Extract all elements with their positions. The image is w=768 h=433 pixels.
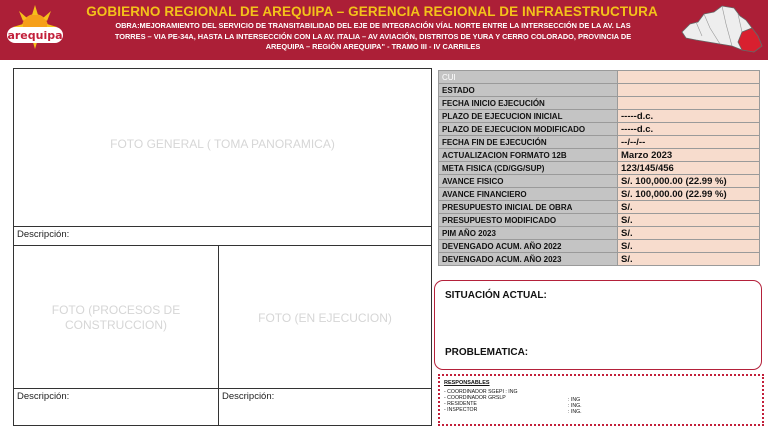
header-subtitle	[88, 21, 658, 53]
info-value: -----d.c.	[618, 110, 760, 123]
info-row	[439, 110, 760, 123]
info-key: META FISICA (CD/GG/SUP)	[439, 162, 618, 175]
info-row	[439, 123, 760, 136]
desc-general-box	[13, 226, 432, 246]
info-row	[439, 97, 760, 110]
info-value: S/.	[618, 201, 760, 214]
photo-procesos-line-1: FOTO (PROCESOS DE	[51, 303, 181, 317]
header-title: GOBIERNO REGIONAL DE AREQUIPA – GERENCIA REGIONAL DE INFRAESTRUCTURA	[86, 4, 658, 19]
info-row	[439, 175, 760, 188]
photo-ejecucion-label: FOTO (EN EJECUCION)	[258, 311, 392, 325]
info-key: ESTADO	[439, 84, 618, 97]
info-key: AVANCE FISICO	[439, 175, 618, 188]
photo-procesos-line-2: CONSTRUCCION)	[65, 318, 167, 332]
info-row	[439, 71, 760, 84]
responsables-title: RESPONSABLES	[444, 380, 490, 386]
info-key: FECHA INICIO EJECUCIÓN	[439, 97, 618, 110]
info-row	[439, 188, 760, 201]
situacion-box	[434, 280, 762, 370]
info-value: S/.	[618, 253, 760, 266]
arequipa-logo	[4, 3, 66, 57]
project-info-table	[438, 70, 760, 266]
info-key: PLAZO DE EJECUCION MODIFICADO	[439, 123, 618, 136]
info-row	[439, 227, 760, 240]
info-value	[618, 97, 760, 110]
desc-general-label: Descripción:	[17, 229, 70, 240]
info-row	[439, 84, 760, 97]
info-key: PRESUPUESTO INICIAL DE OBRA	[439, 201, 618, 214]
info-value	[618, 71, 760, 84]
info-key: CUI	[439, 71, 618, 84]
info-key: PRESUPUESTO MODIFICADO	[439, 214, 618, 227]
resp-row-value: : ING	[568, 397, 581, 403]
resp-row-label: - COORDINADOR SGEPI : ING	[444, 389, 518, 395]
situacion-actual-label: SITUACIÓN ACTUAL:	[445, 290, 547, 301]
logo-text: arequipa	[7, 29, 63, 42]
info-row	[439, 240, 760, 253]
info-value: -----d.c.	[618, 123, 760, 136]
info-value: S/. 100,000.00 (22.99 %)	[618, 188, 760, 201]
info-key: FECHA FIN DE EJECUCIÓN	[439, 136, 618, 149]
info-value: --/--/--	[618, 136, 760, 149]
info-row	[439, 253, 760, 266]
info-row	[439, 201, 760, 214]
photo-procesos-label	[13, 303, 219, 333]
photo-general-label: FOTO GENERAL ( TOMA PANORAMICA)	[110, 137, 335, 151]
desc-ejecucion-label: Descripción:	[222, 391, 275, 402]
info-row	[439, 162, 760, 175]
info-row	[439, 149, 760, 162]
resp-row-label: - RESIDENTE	[444, 401, 477, 407]
resp-row-label: - INSPECTOR	[444, 407, 478, 413]
info-value: Marzo 2023	[618, 149, 760, 162]
responsables-box	[438, 374, 764, 426]
resp-row-value: : ING.	[568, 403, 582, 409]
info-value: 123/145/456	[618, 162, 760, 175]
region-map-icon	[676, 2, 766, 58]
subtitle-line-2: TORRES – VIA PE-34A, HASTA LA INTERSECCIÓN CON LA AV. ITALIA – AV AVIACIÓN, DISTRITOS DE YURA Y CERRO COLORADO, PROVINCIA DE	[114, 31, 632, 41]
info-value	[618, 84, 760, 97]
problematica-label: PROBLEMATICA:	[445, 347, 529, 358]
resp-row-value: : ING.	[568, 409, 582, 415]
info-row	[439, 136, 760, 149]
info-value: S/.	[618, 240, 760, 253]
subtitle-line-3: AREQUIPA – REGIÓN AREQUIPA" - TRAMO III - IV CARRILES	[265, 42, 481, 51]
resp-row-label: - COORDINADOR GRSLP	[444, 395, 506, 401]
subtitle-line-1: OBRA:MEJORAMIENTO DEL SERVICIO DE TRANSITABILIDAD DEL EJE DE INTEGRACIÓN VÍAL NORTE ENTRE LA INTERSECCIÓN DE LA AV. LAS	[115, 21, 631, 30]
info-row	[439, 214, 760, 227]
info-value: S/.	[618, 214, 760, 227]
info-key: DEVENGADO ACUM. AÑO 2023	[439, 253, 618, 266]
info-key: DEVENGADO ACUM. AÑO 2022	[439, 240, 618, 253]
info-value: S/.	[618, 227, 760, 240]
header-banner	[0, 0, 768, 60]
info-key: PLAZO DE EJECUCION INICIAL	[439, 110, 618, 123]
info-key: AVANCE FINANCIERO	[439, 188, 618, 201]
info-key: PIM AÑO 2023	[439, 227, 618, 240]
desc-procesos-label: Descripción:	[17, 391, 70, 402]
info-value: S/. 100,000.00 (22.99 %)	[618, 175, 760, 188]
info-key: ACTUALIZACION FORMATO 12B	[439, 149, 618, 162]
